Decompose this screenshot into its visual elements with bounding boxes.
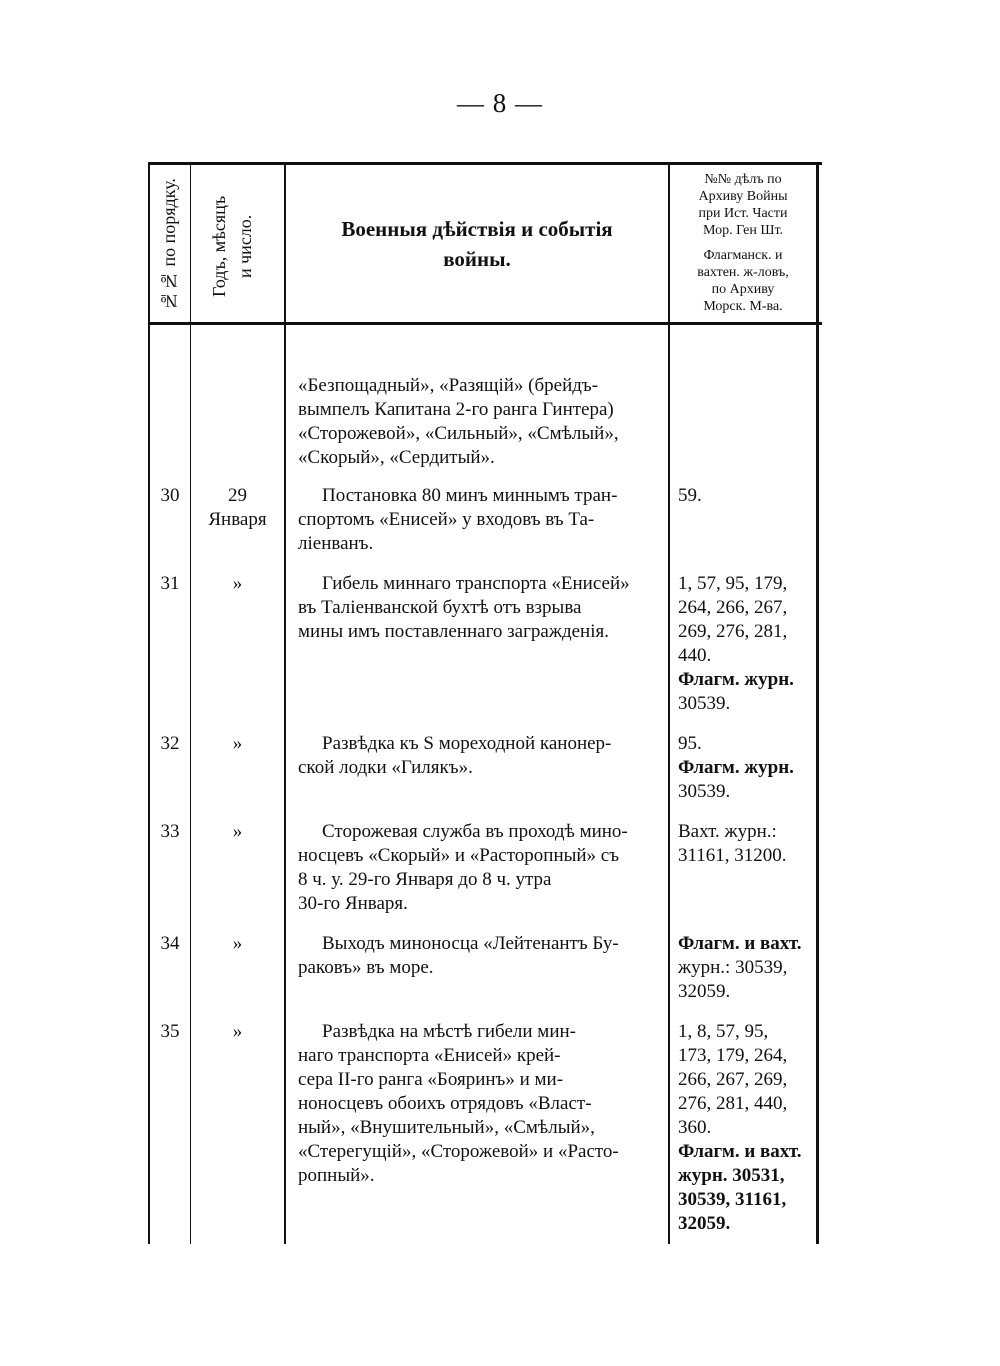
row-event-line: ный», «Внушительный», «Смѣлый», xyxy=(298,1117,595,1138)
table-right-rule xyxy=(816,162,819,1244)
header-references xyxy=(671,166,815,320)
row-event-line: въ Таліенванской бухтѣ отъ взрыва xyxy=(298,597,582,618)
row-references xyxy=(678,1020,814,1236)
row-reference-line: 30539. xyxy=(678,781,731,802)
row-reference-line: 269, 276, 281, xyxy=(678,621,788,642)
header-date xyxy=(206,172,268,320)
row-reference-line: 32059. xyxy=(678,1213,731,1234)
header-events-line2: войны. xyxy=(443,247,511,271)
row-date-line: » xyxy=(232,821,243,842)
row-date-line: » xyxy=(232,573,243,594)
row-reference-line: 59. xyxy=(678,485,702,506)
row-event-text xyxy=(298,484,662,556)
header-date-line2: и число. xyxy=(235,214,255,278)
row-reference-line: журн. 30531, xyxy=(678,1165,785,1186)
row-number: 35 xyxy=(160,1021,180,1042)
row-date xyxy=(191,932,284,956)
row-event-line: мины имъ поставленнаго загражденія. xyxy=(298,621,609,642)
row-reference-line: 30539, 31161, xyxy=(678,1189,787,1210)
header-ref-line: Архиву Войны xyxy=(698,189,788,204)
row-event-line: Сторожевая служба въ проходѣ мино- xyxy=(322,821,628,842)
row-reference-line: Флагм. и вахт. xyxy=(678,933,802,954)
header-ref-line: по Архиву xyxy=(711,282,775,297)
row-event-line: ноносцевъ обоихъ отрядовъ «Власт- xyxy=(298,1093,592,1114)
row-event-line: «Стерегущій», «Сторожевой» и «Расто- xyxy=(298,1141,619,1162)
row-event-line: ропный». xyxy=(298,1165,375,1186)
col-divider-1 xyxy=(190,162,191,1244)
row-event-line: Развѣдка къ S мореходной канонер- xyxy=(322,733,612,754)
header-events xyxy=(288,168,666,320)
table-top-rule xyxy=(148,162,822,165)
row-event-line: сера II-го ранга «Бояринъ» и ми- xyxy=(298,1069,564,1090)
row-number: 34 xyxy=(160,933,180,954)
row-date xyxy=(191,1020,284,1044)
row-event-line: Развѣдка на мѣстѣ гибели мин- xyxy=(322,1021,576,1042)
row-reference-line: 30539. xyxy=(678,693,731,714)
row-date-line: » xyxy=(232,1021,243,1042)
row-references xyxy=(678,732,814,804)
header-ref-line: №№ дѣлъ по xyxy=(704,172,782,187)
row-reference-line: 31161, 31200. xyxy=(678,845,787,866)
row-reference-line: 360. xyxy=(678,1117,712,1138)
header-date-line1: Годъ, мѣсяцъ xyxy=(209,195,229,297)
row-number: 33 xyxy=(160,821,180,842)
row-event-line: спортомъ «Енисей» у входовъ въ Та- xyxy=(298,509,595,530)
row-number: 30 xyxy=(160,485,180,506)
col-divider-2 xyxy=(284,162,286,1244)
row-references xyxy=(678,820,814,868)
row-date xyxy=(191,484,284,532)
row-event-text xyxy=(298,932,662,980)
row-date-line: Января xyxy=(208,509,267,530)
row-event-line: Постановка 80 минъ миннымъ тран- xyxy=(322,485,618,506)
row-references xyxy=(678,484,814,508)
row-event-line: наго транспорта «Енисей» крей- xyxy=(298,1045,561,1066)
row-event-line: 30-го Января. xyxy=(298,893,408,914)
header-order-number: №№ по порядку. xyxy=(159,178,179,312)
row-reference-line: 32059. xyxy=(678,981,731,1002)
row-event-line: 8 ч. у. 29-го Января до 8 ч. утра xyxy=(298,869,552,890)
row-event-line: «Безпощадный», «Разящій» (брейдъ- xyxy=(298,375,599,396)
row-number: 31 xyxy=(160,573,180,594)
row-event-line: раковъ» въ море. xyxy=(298,957,434,978)
row-reference-line: журн.: 30539, xyxy=(678,957,788,978)
row-reference-line: 173, 179, 264, xyxy=(678,1045,788,1066)
row-date-line: » xyxy=(232,733,243,754)
header-ref-line: вахтен. ж-ловъ, xyxy=(697,265,789,280)
row-number: 32 xyxy=(160,733,180,754)
header-bottom-rule xyxy=(148,322,822,325)
row-event-line: Гибель миннаго транспорта «Енисей» xyxy=(322,573,630,594)
row-event-line: ской лодки «Гилякъ». xyxy=(298,757,473,778)
row-date xyxy=(191,820,284,844)
row-event-line: носцевъ «Скорый» и «Расторопный» съ xyxy=(298,845,620,866)
col-divider-3 xyxy=(668,162,670,1244)
header-ref-line: при Ист. Части xyxy=(698,206,788,221)
row-date-line: 29 xyxy=(228,485,247,506)
row-event-line: вымпелъ Капитана 2-го ранга Гинтера) xyxy=(298,399,614,420)
row-reference-line: 266, 267, 269, xyxy=(678,1069,788,1090)
header-events-line1: Военныя дѣйствія и событія xyxy=(341,217,613,241)
row-references xyxy=(678,932,814,1004)
row-event-line: ліенванъ. xyxy=(298,533,374,554)
row-event-line: «Сторожевой», «Сильный», «Смѣлый», xyxy=(298,423,619,444)
row-reference-line: 1, 8, 57, 95, xyxy=(678,1021,769,1042)
row-reference-line: Флагм. журн. xyxy=(678,757,794,778)
row-date xyxy=(191,572,284,596)
row-references xyxy=(678,572,814,716)
row-event-text xyxy=(298,820,662,916)
row-reference-line: 276, 281, 440, xyxy=(678,1093,788,1114)
row-event-text xyxy=(298,732,662,780)
row-reference-line: Флагм. журн. xyxy=(678,669,794,690)
row-reference-line: 264, 266, 267, xyxy=(678,597,788,618)
row-reference-line: 1, 57, 95, 179, xyxy=(678,573,788,594)
row-reference-line: 95. xyxy=(678,733,702,754)
row-event-line: «Скорый», «Сердитый». xyxy=(298,447,495,468)
row-date xyxy=(191,732,284,756)
row-event-text xyxy=(298,572,662,644)
row-date-line: » xyxy=(232,933,243,954)
table-left-rule xyxy=(148,162,150,1244)
row-event-text xyxy=(298,1020,662,1188)
page-number: — 8 — xyxy=(457,88,543,118)
row-event-line: Выходъ миноносца «Лейтенантъ Бу- xyxy=(322,933,619,954)
header-ref-line: Флагманск. и xyxy=(703,248,783,263)
row-reference-line: 440. xyxy=(678,645,712,666)
events-table xyxy=(148,162,822,1244)
row-reference-line: Флагм. и вахт. xyxy=(678,1141,802,1162)
header-ref-line: Мор. Ген Шт. xyxy=(702,223,784,238)
row-event-text xyxy=(298,374,662,470)
header-ref-line: Морск. М-ва. xyxy=(703,299,783,314)
row-reference-line: Вахт. журн.: xyxy=(678,821,777,842)
